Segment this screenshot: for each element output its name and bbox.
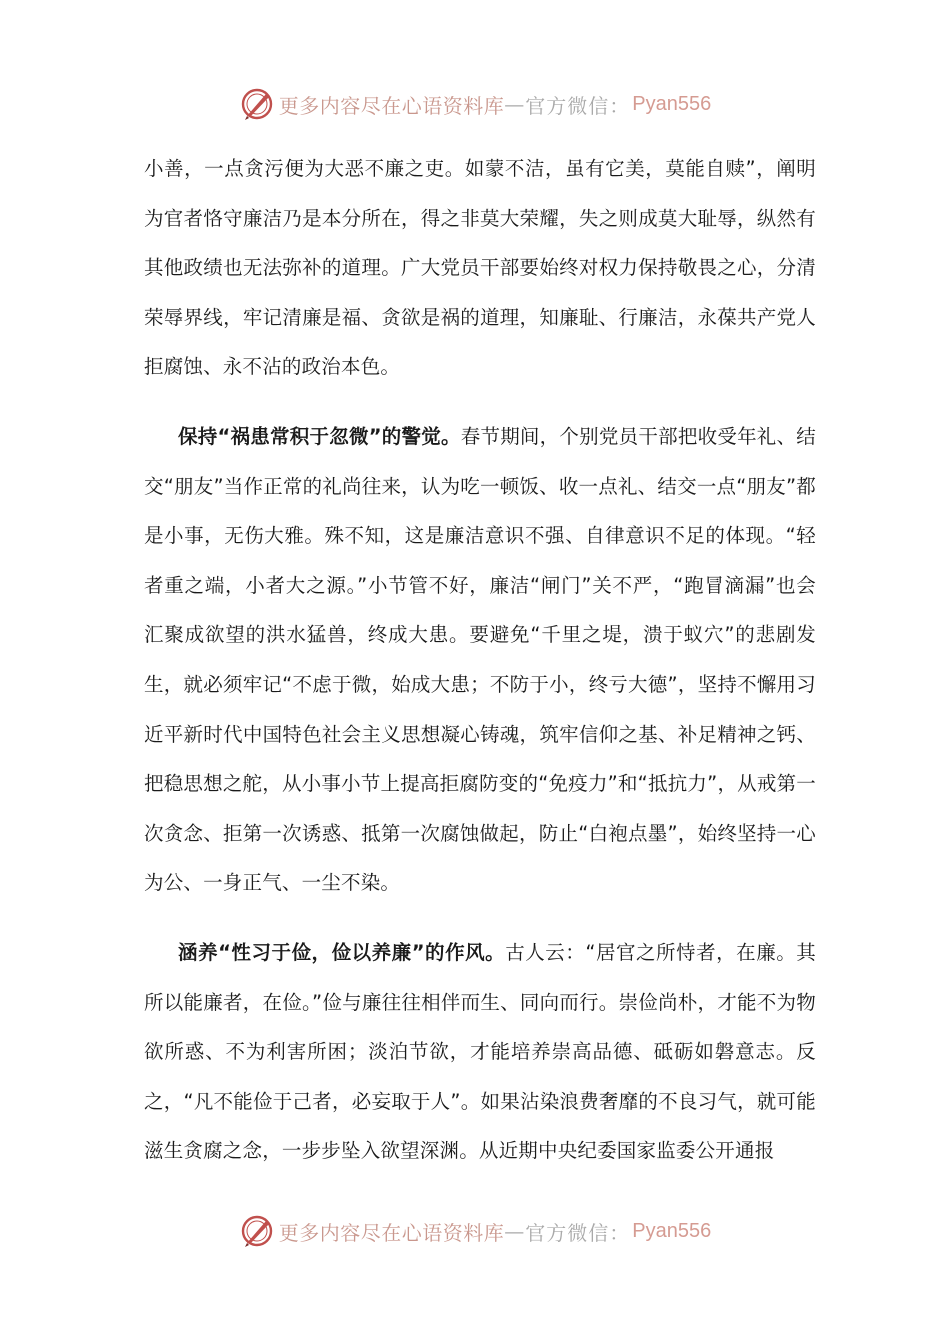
footer-wechat-label: 官方微信： [525, 1220, 631, 1245]
paragraph-3-text: 古人云：“居官之所恃者，在廉。其所以能廉者，在俭。”俭与廉往往相伴而生、同向而行。崇俭尚朴，才能不为物欲所惑、不为利害所困；淡泊节欲，才能培养崇高品德、砥砺如磐意志。反之，“凡不能俭于己者，必妄取于人”。如果沾染浪费奢靡的不良习气，就可能滋生贪腐之念，一步步坠入欲望深渊。从近期中央纪委国家监委公开通报 [144, 940, 816, 1163]
footer-wechat-id: Pyan556 [632, 1219, 712, 1242]
paragraph-2-text: 春节期间，个别党员干部把收受年礼、结交“朋友”当作正常的礼尚往来，认为吃一顿饭、收一点礼、结交一点“朋友”都是小事，无伤大雅。殊不知，这是廉洁意识不强、自律意识不足的体现。“轻者重之端，小者大之源。”小节管不好，廉洁“闸门”关不严，“跑冒滴漏”也会汇聚成欲望的洪水猛兽，终成大患。要避免“千里之堤，溃于蚁穴”的悲剧发生，就必须牢记“不虑于微，始成大患；不防于小，终亏大德”，坚持不懈用习近平新时代中国特色社会主义思想凝心铸魂，筑牢信仰之基、补足精神之钙、把稳思想之舵，从小事小节上提高拒腐防变的“免疫力”和“抵抗力”，从戒第一次贪念、拒第一次诱惑、抵第一次腐蚀做起，防止“白袍点墨”，始终坚持一心为公、一身正气、一尘不染。 [144, 424, 816, 895]
pen-logo-icon [239, 86, 275, 122]
footer-banner [0, 1211, 950, 1251]
header-wechat-label: 官方微信： [525, 93, 631, 118]
paragraph-3 [144, 928, 816, 1176]
footer-brand-text: 更多内容尽在心语资料库 [278, 1220, 505, 1245]
header-banner [0, 84, 950, 124]
header-brand-text: 更多内容尽在心语资料库 [278, 93, 505, 118]
header-dash: — [504, 92, 526, 116]
pen-logo-icon [239, 1213, 275, 1249]
header-wechat-id: Pyan556 [632, 92, 712, 115]
paragraph-2-heading: 保持“祸患常积于忽微”的警觉。 [178, 424, 461, 448]
document-body [144, 144, 816, 1176]
paragraph-1 [144, 144, 816, 392]
paragraph-2 [144, 412, 816, 908]
paragraph-3-heading: 涵养“性习于俭，俭以养廉”的作风。 [178, 940, 506, 964]
paragraph-1-text: 小善，一点贪污便为大恶不廉之吏。如蒙不洁，虽有它美，莫能自赎”，阐明为官者恪守廉洁乃是本分所在，得之非莫大荣耀，失之则成莫大耻辱，纵然有其他政绩也无法弥补的道理。广大党员干部要始终对权力保持敬畏之心，分清荣辱界线，牢记清廉是福、贪欲是祸的道理，知廉耻、行廉洁，永葆共产党人拒腐蚀、永不沾的政治本色。 [144, 157, 816, 379]
footer-dash: — [504, 1219, 526, 1243]
